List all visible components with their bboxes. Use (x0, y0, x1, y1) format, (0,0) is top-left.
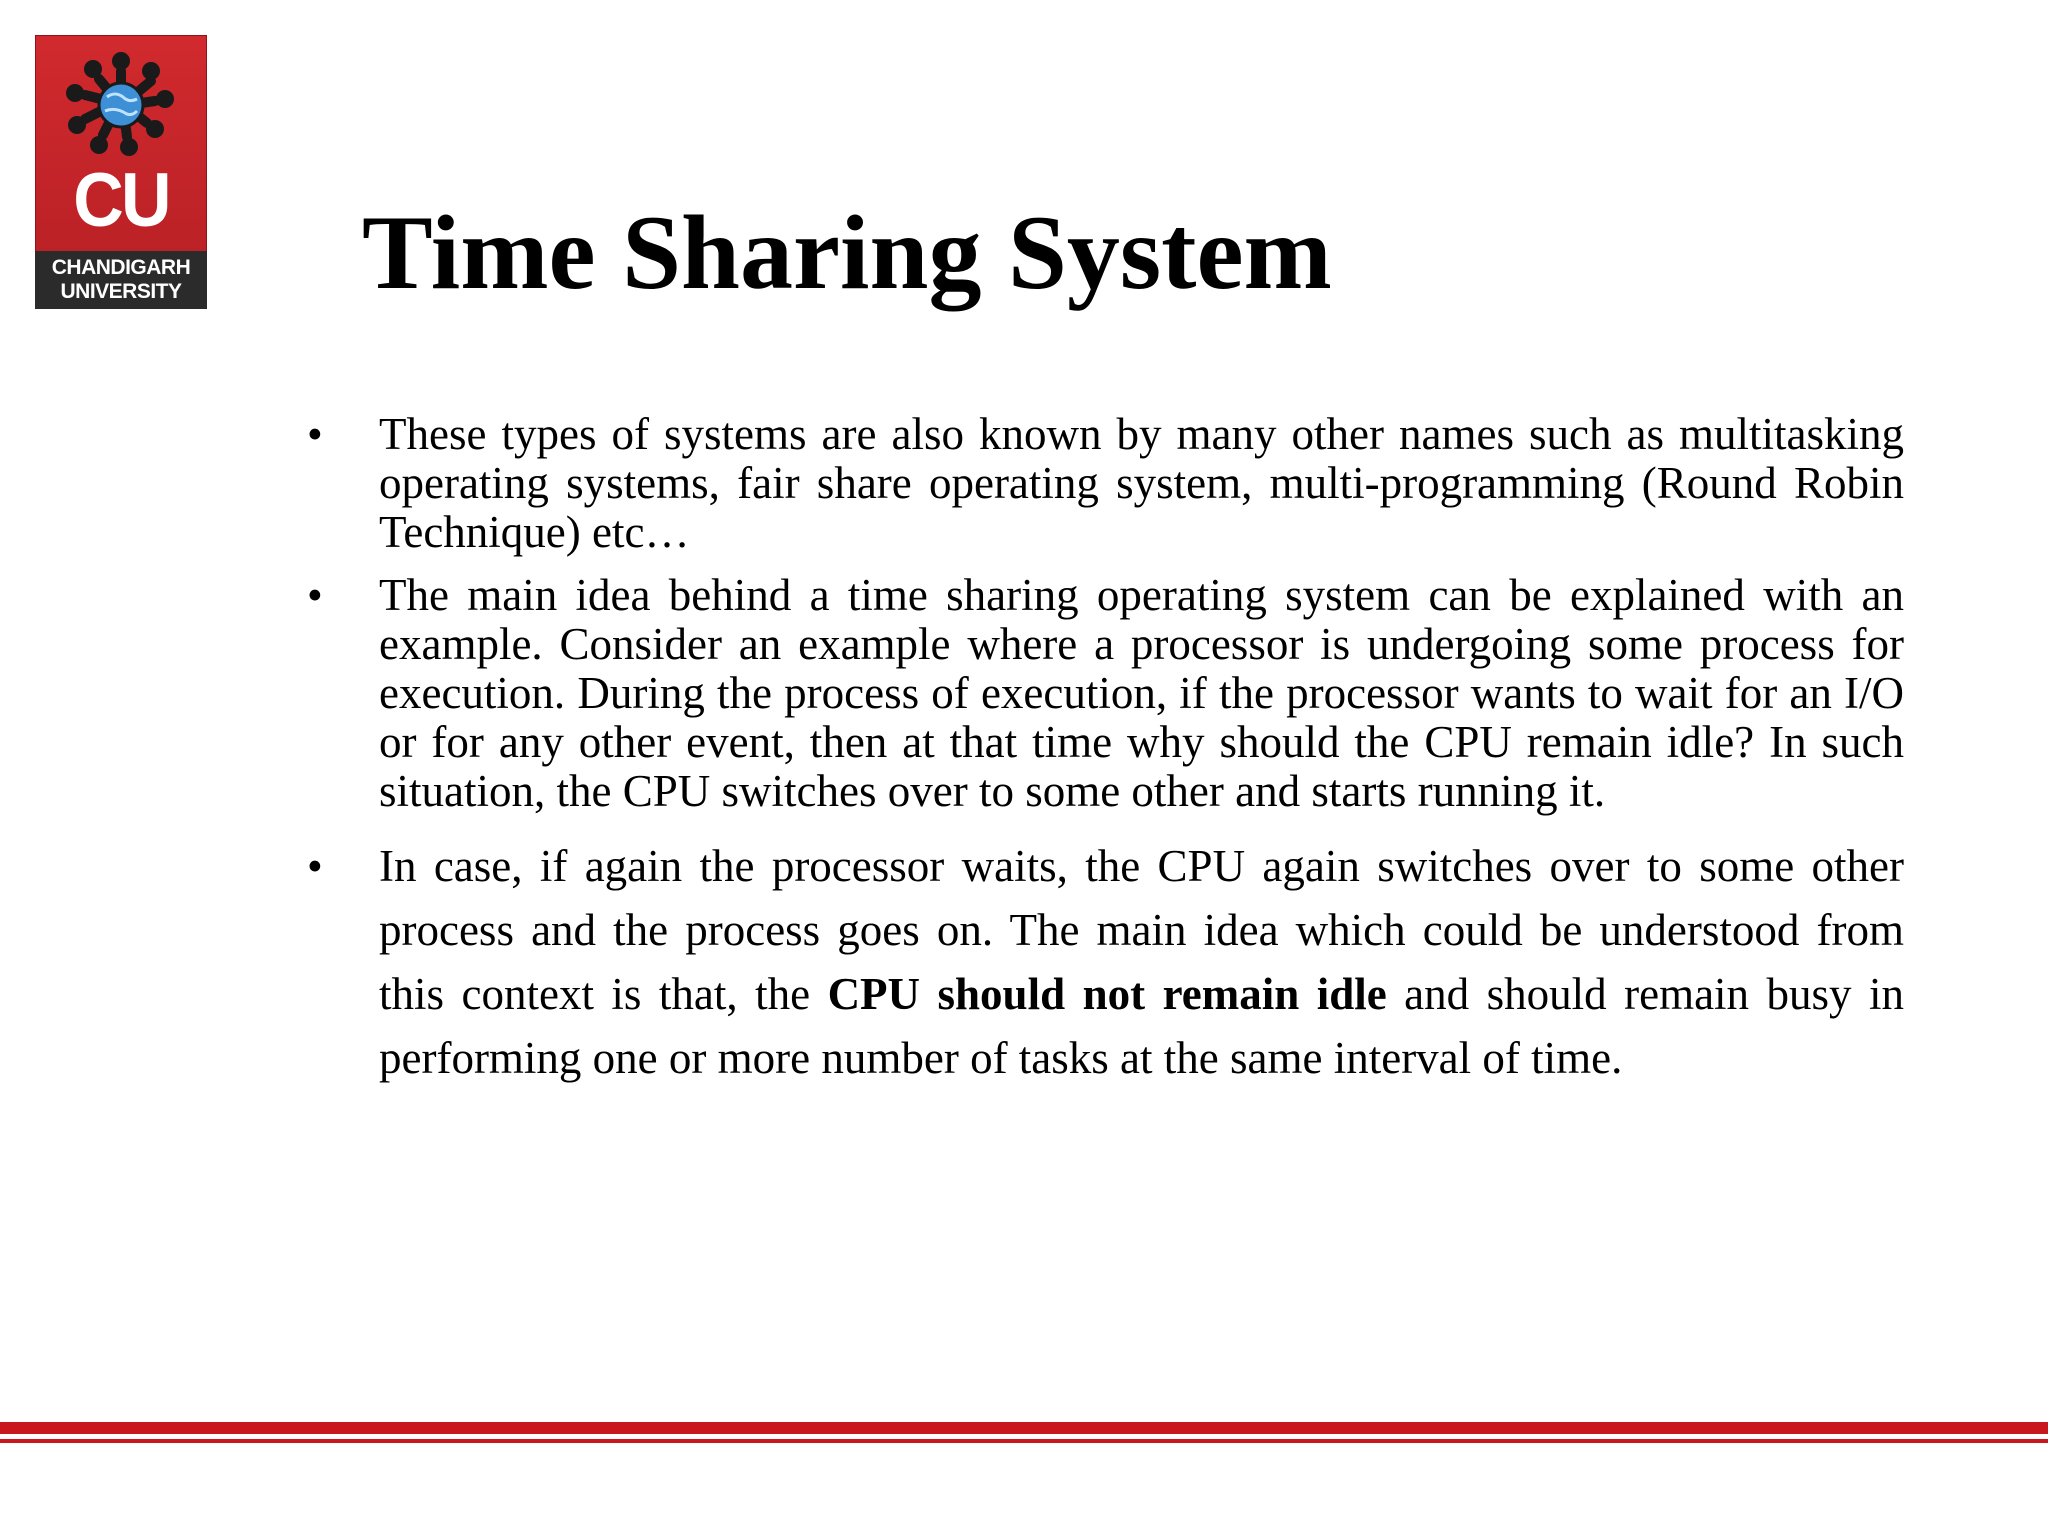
university-logo (35, 35, 207, 309)
bullet-item (300, 834, 1904, 1090)
footer-rule-thin (0, 1439, 2048, 1443)
logo-university-name (35, 251, 207, 309)
logo-name-line2: UNIVERSITY (60, 280, 182, 303)
bullet-text-emphasis: CPU should not remain idle (827, 969, 1387, 1019)
bullet-text: These types of systems are also known by many other names such as multitasking operating systems, fair share operating system, multi-programming (Round Robin Technique) etc… (379, 409, 1904, 557)
bullet-text-after: and should remain busy in performing one or more number of tasks at the same interval of time. (379, 969, 1905, 1083)
footer-rule-thick (0, 1422, 2048, 1434)
bullet-icon: • (307, 841, 323, 891)
cu-emblem-icon (55, 47, 187, 165)
bullet-item (300, 410, 1904, 557)
bullet-list (300, 410, 1904, 1090)
page-title: Time Sharing System (362, 194, 1332, 311)
bullet-text-before: In case, if again the processor waits, the CPU again switches over to some other process and the process goes on. The main idea which could be understood from this context is that, the (379, 841, 1904, 1019)
logo-letters: CU (73, 158, 169, 243)
bullet-item (300, 571, 1904, 816)
bullet-icon: • (307, 409, 323, 459)
bullet-text: The main idea behind a time sharing operating system can be explained with an example. Consider an example where a processor is undergoing some process for execution. During the process of execution, if the processor wants to wait for an I/O or for any other event, then at that time why should the CPU remain idle? In such situation, the CPU switches over to some other and starts running it. (379, 570, 1904, 816)
bullet-icon: • (307, 570, 323, 620)
logo-name-line1: CHANDIGARH (51, 256, 191, 279)
